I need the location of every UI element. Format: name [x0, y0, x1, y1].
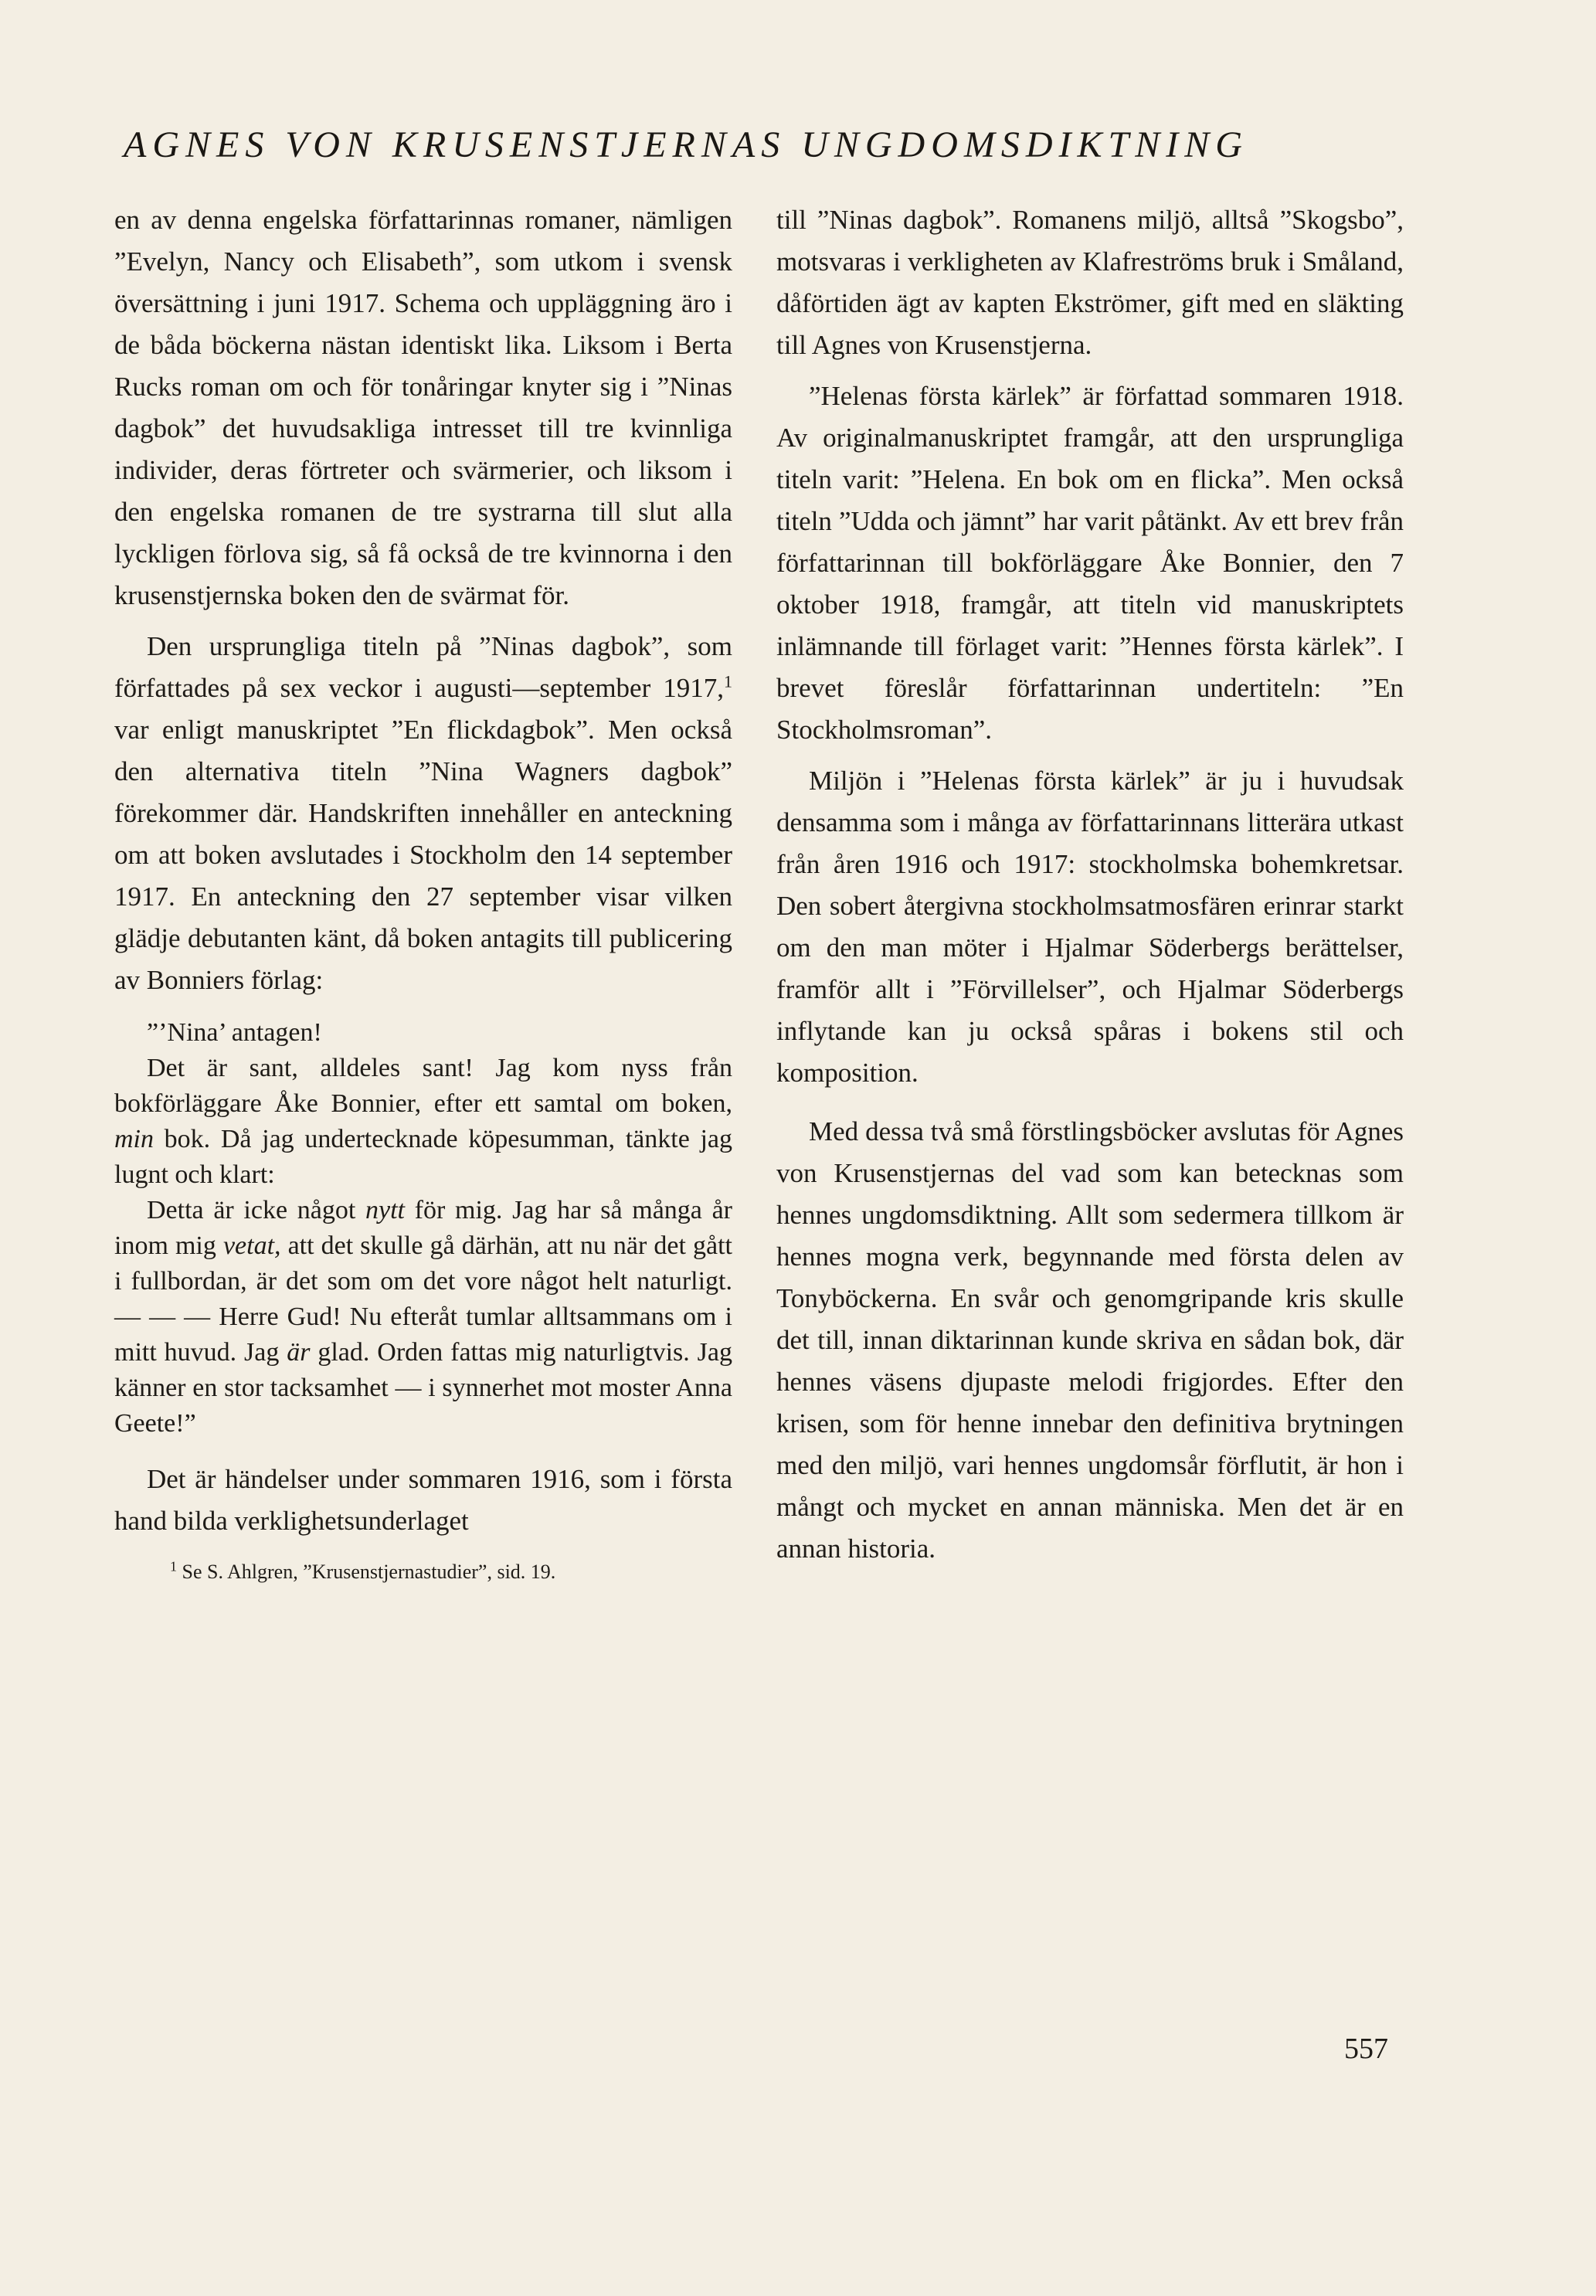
paragraph: Det är händelser under sommaren 1916, som i första hand bilda verklighetsunderlaget: [114, 1464, 732, 1536]
footnote: $^1$ Se S. Ahlgren, ”Krusenstjernastudier”, sid. 19.: [170, 1558, 556, 1583]
paragraph: Med dessa två små förstlingsböcker avslutas för Agnes von Krusenstjernas del vad som kan betecknas som hennes ungdomsdiktning. Allt som sedermera tillkom är hennes mogna verk, begynnande med första delen av Tonyböckerna. En svår och genomgripande kris skulle det till, innan diktarinnan kunde skriva en sådan bok, där hennes väsens djupaste melodi frigjordes. Efter den krisen, som för henne innebar den definitiva brytningen med den miljö, vari hennes ungdomsår förflutit, är hon i mångt och mycket en annan människa. Men det är en annan historia.: [776, 1116, 1404, 1564]
right-column: [776, 199, 1404, 1570]
paragraph: Miljön i ”Helenas första kärlek” är ju i huvudsak densamma som i många av författarinnans litterära utkast från åren 1916 och 1917: stockholmska bohemkretsar. Den sobert återgivna stockholmsatmosfären erinrar starkt om den man möter i Hjalmar Söderbergs berättelser, framför allt i ”Förvillelser”, och Hjalmar Söderbergs inflytande kan ju också spåras i bokens stil och komposition.: [776, 766, 1404, 1088]
page-number: 557: [1344, 2033, 1388, 2065]
paragraph: till ”Ninas dagbok”. Romanens miljö, alltså ”Skogsbo”, motsvaras i verkligheten av Klafreströms bruk i Småland, dåförtiden ägt av kapten Ekströmer, gift med en släkting till Agnes von Krusenstjerna.: [776, 205, 1404, 360]
running-header: AGNES VON KRUSENSTJERNAS UNGDOMSDIKTNING: [124, 124, 1248, 165]
quote-line: ”’Nina’ antagen!: [147, 1018, 322, 1047]
quote-paragraph: Detta är icke något nytt för mig. Jag har så många år inom mig vetat, att det skulle gå därhän, att nu när det gått i fullbordan, är det som om det vore något helt naturligt. — — — Herre Gud! Nu efteråt tumlar alltsammans om i mitt huvud. Jag är glad. Orden fattas mig naturligtvis. Jag känner en stor tacksamhet — i synnerhet mot moster Anna Geete!”: [114, 1196, 732, 1438]
quote-paragraph: Det är sant, alldeles sant! Jag kom nyss från bokförläggare Åke Bonnier, efter ett samtal om boken, min bok. Då jag undertecknade köpesumman, tänkte jag lugnt och klart:: [114, 1054, 732, 1189]
paragraph: en av denna engelska författarinnas romaner, nämligen ”Evelyn, Nancy och Elisabeth”, som utkom i svensk översättning i juni 1917. Schema och uppläggning äro i de båda böckerna nästan identiskt lika. Liksom i Berta Rucks roman om och för tonåringar knyter sig i ”Ninas dagbok” det huvudsakliga intresset till tre kvinnliga individer, deras förtreter och svärmerier, och liksom i den engelska romanen de tre systrarna till slut alla lyckligen förlova sig, så få också de tre kvinnorna i den krusenstjernska boken den de svärmat för.: [114, 205, 732, 610]
left-column: [114, 199, 732, 1585]
paragraph: Den ursprungliga titeln på ”Ninas dagbok”, som författades på sex veckor i augusti—september 1917,$^1$ var enligt manuskriptet ”En flickdagbok”. Men också den alternativa titeln ”Nina Wagners dagbok” förekommer där. Handskriften innehåller en anteckning om att boken avslutades i Stockholm den 14 september 1917. En anteckning den 27 september visar vilken glädje debutanten känt, då boken antagits till publicering av Bonniers förlag:: [114, 631, 732, 995]
footnote-ref: 1: [724, 671, 732, 691]
block-quote: [114, 1015, 732, 1442]
paragraph: ”Helenas första kärlek” är författad sommaren 1918. Av originalmanuskriptet framgår, att den ursprungliga titeln varit: ”Helena. En bok om en flicka”. Men också titeln ”Udda och jämnt” har varit påtänkt. Av ett brev från författarinnan till bokförläggare Åke Bonnier, den 7 oktober 1918, framgår, att titeln vid manuskriptets inlämnande till förlaget varit: ”Hennes första kärlek”. I brevet föreslår författarinnan undertiteln: ”En Stockholmsroman”.: [776, 381, 1404, 745]
